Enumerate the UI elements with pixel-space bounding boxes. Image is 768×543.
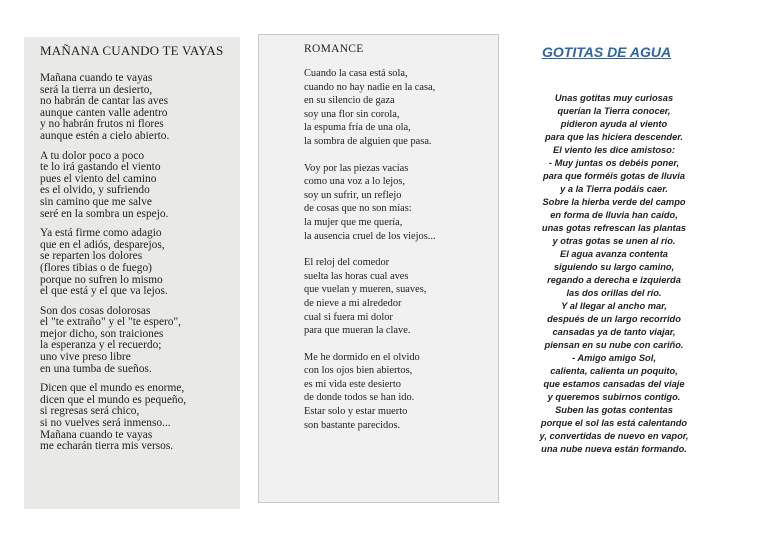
poem-line: la espuma fría de una ola, [304, 122, 411, 134]
poem-line: Dicen que el mundo es enorme, [40, 382, 185, 395]
poem-line: y no habrán frutos ni flores [40, 118, 164, 131]
poem-line: el "te extraño" y el "te espero", [40, 316, 181, 329]
poem-line: Estar solo y estar muerto [304, 406, 408, 418]
poem-line: querían la Tierra conocer, [557, 106, 671, 116]
poem-line: suelta las horas cual aves [304, 270, 409, 282]
poem-line: A tu dolor poco a poco [40, 149, 145, 162]
poem-line: es mi vida este desierto [304, 378, 401, 390]
poem-line: para que mueran la clave. [304, 325, 411, 337]
poem-stanza [304, 162, 498, 244]
poem-panel-romance [258, 34, 499, 503]
poem-line: las dos orillas del río. [566, 288, 662, 298]
poem-line: aunque estén a cielo abierto. [40, 129, 170, 142]
poem-line: que en el adiós, desparejos, [40, 238, 165, 251]
poem-stanza [40, 151, 240, 221]
poem-line: la mujer que me quería, [304, 216, 403, 228]
poem-panel-gotitas-de-agua [516, 38, 712, 518]
poem-stanza [304, 256, 498, 338]
poem-line: Son dos cosas dolorosas [40, 304, 151, 317]
poem-line: Ya está firme como adagio [40, 227, 162, 240]
poem-line: Mañana cuando te vayas [40, 428, 153, 441]
poem-line: Mañana cuando te vayas [40, 72, 153, 84]
poem-line: no habrán de cantar las aves [40, 95, 169, 108]
poem-line: si regresas será chico, [40, 405, 140, 418]
poem-body [40, 73, 240, 453]
poem-line: El agua avanza contenta [560, 249, 668, 259]
poem-panel-manana-cuando-te-vayas [24, 37, 240, 509]
poem-line: en su silencio de gaza [304, 95, 395, 107]
poem-line: que vuelan y mueren, suaves, [304, 284, 427, 296]
poem-line: Cuando la casa está sola, [304, 68, 408, 79]
poem-line: seré en la sombra un espejo. [40, 207, 169, 220]
poem-line: Y al llegar al ancho mar, [561, 301, 667, 311]
poem-line: - Amigo amigo Sol, [572, 353, 656, 363]
poem-line: - Muy juntas os debéis poner, [548, 158, 680, 168]
poem-body [304, 67, 498, 432]
poem-line: de cosas que no son mías: [304, 203, 412, 215]
poem-line: y, convertidas de nuevo en vapor, [539, 431, 689, 441]
poem-line: (flores tibias o de fuego) [40, 261, 152, 274]
poem-line: como una voz a lo lejos, [304, 176, 405, 188]
poem-line: porque el sol las está calentando [540, 418, 688, 428]
poem-stanza [40, 73, 240, 143]
poem-title: ROMANCE [304, 43, 364, 55]
poem-line: una nube nueva están formando. [541, 444, 687, 454]
poem-line: porque no sufren lo mismo [40, 273, 163, 286]
poem-line: el que está y el que va lejos. [40, 285, 168, 298]
poem-line: pidieron ayuda al viento [560, 119, 668, 129]
poem-line: El reloj del comedor [304, 257, 390, 269]
poem-body [516, 92, 712, 456]
poem-line: se reparten los dolores [40, 250, 143, 263]
poem-line: cuando no hay nadie en la casa, [304, 81, 436, 93]
poem-stanza [40, 383, 240, 453]
poem-stanza [304, 67, 498, 149]
poem-line: Voy por las piezas vacías [304, 162, 409, 174]
poem-line: me echarán tierra mis versos. [40, 440, 174, 453]
poem-line: después de un largo recorrido [547, 314, 681, 324]
poem-line: y a la Tierra podáis caer. [560, 184, 668, 194]
poem-line: es el olvido, y sufriendo [40, 184, 150, 197]
poem-line: te lo irá gastando el viento [40, 161, 161, 174]
poem-line: Unas gotitas muy curiosas [554, 93, 674, 103]
poem-line: y queremos subirnos contigo. [547, 392, 681, 402]
poem-title: GOTITAS DE AGUA [542, 44, 672, 60]
poem-line: calienta, calienta un poquito, [550, 366, 678, 376]
poem-line: dicen que el mundo es pequeño, [40, 393, 187, 406]
poem-line: siguiendo su largo camino, [553, 262, 675, 272]
poem-line: cansadas ya de tanto viajar, [552, 327, 676, 337]
poem-line: El viento les dice amistoso: [553, 145, 675, 155]
poem-line: cual si fuera mi dolor [304, 311, 393, 323]
poem-line: y otras gotas se unen al río. [552, 236, 676, 246]
poem-stanza [40, 228, 240, 298]
poem-line: la ausencia cruel de los viejos... [304, 230, 436, 242]
poem-line: Me he dormido en el olvido [304, 351, 420, 363]
poem-line: unas gotas refrescan las plantas [541, 223, 687, 233]
poem-line: la esperanza y el recuerdo; [40, 339, 162, 352]
poem-line: si no vuelves será inmenso... [40, 417, 171, 430]
poem-line: para que forméis gotas de lluvia [542, 171, 686, 181]
poem-line: aunque canten valle adentro [40, 106, 168, 119]
poem-line: regando a derecha e izquierda [547, 275, 681, 285]
poem-stanza [40, 306, 240, 376]
poem-line: sin camino que me salve [40, 195, 152, 208]
poem-line: será la tierra un desierto, [40, 83, 153, 96]
poem-title: MAÑANA CUANDO TE VAYAS [40, 43, 224, 58]
poem-line: Sobre la hierba verde del campo [542, 197, 686, 207]
poem-line: piensan en su nube con cariño. [544, 340, 684, 350]
poem-line: con los ojos bien abiertos, [304, 365, 413, 377]
poem-stanza [304, 351, 498, 433]
poem-line: en forma de lluvia han caído, [550, 210, 678, 220]
poem-line: soy un sufrir, un reflejo [304, 189, 402, 201]
poem-line: en una tumba de sueños. [40, 362, 152, 375]
poem-line: pues el viento del camino [40, 172, 157, 185]
poem-line: uno vive preso libre [40, 351, 131, 364]
poem-line: Suben las gotas contentas [555, 405, 673, 415]
poem-line: de nieve a mi alrededor [304, 297, 402, 309]
poem-line: la sombra de alguien que pasa. [304, 135, 432, 147]
poem-line: de donde todos se han ido. [304, 392, 415, 404]
poem-line: para que las hiciera descender. [545, 132, 683, 142]
poem-line: soy una flor sin corola, [304, 108, 400, 120]
poem-line: mejor dicho, son traiciones [40, 327, 164, 340]
poem-line: que estamos cansadas del viaje [543, 379, 685, 389]
poem-line: son bastante parecidos. [304, 419, 401, 431]
